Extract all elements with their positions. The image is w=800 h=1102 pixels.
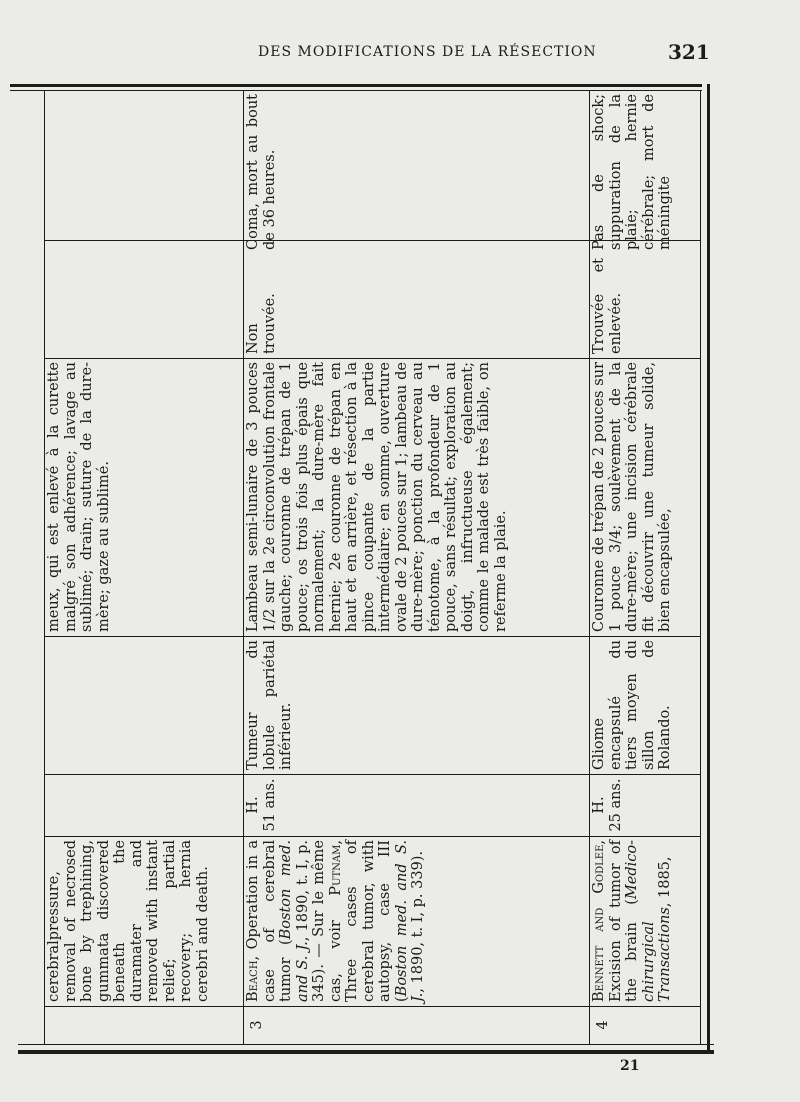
operation-cell: Couronne de trépan de 2 pouces sur 1 pouce 3/4; soulèvement de la dure-mère; une incision cérébrale fit découvrir une tumeur solide, bien encapsulée, (591, 362, 673, 632)
author-name: Putnam, (327, 840, 344, 896)
signature-mark: 21 (620, 1058, 640, 1074)
reference-text: , 1890, t. I, p. 345). — Sur le même cas, voir (294, 840, 344, 1002)
outcome-cell (44, 90, 48, 254)
table-right-rule (707, 84, 710, 1054)
case-number: 4 (595, 1020, 611, 1030)
sex: H. (245, 796, 261, 814)
tumor-found-cell (44, 254, 48, 358)
reference-text: Excision of tumor of the brain ( (607, 840, 640, 1002)
reference-text: Operation in a case of cerebral tumor ( (245, 840, 294, 1002)
tumor-found-cell: Non trouvée. (245, 293, 278, 354)
reference-text: Three cases of cerebral tumor, with autopsy, case III ( (344, 840, 410, 1002)
page-number: 321 (668, 40, 710, 64)
author-name: Bennett and Godlee, (591, 840, 607, 1002)
table-row (44, 90, 243, 1044)
journal-name: Boston med. and S. J. (278, 840, 311, 1002)
reference-text: , 1890, t. I, p. 339). (410, 850, 426, 993)
table-right-rule-thin (700, 90, 701, 1045)
reference-cell: cerebralpressure, removal of necrosed bone by trephining, gummata discovered beneath the duramater and removed with instant relief; partial recovery; hernia cerebri and death. (46, 840, 211, 1002)
reference-cell (589, 836, 676, 1006)
reference-text: , 1885, (657, 856, 673, 908)
diagnosis-cell: Gliome encapsulé du tiers moyen du sillon de Rolando. (591, 640, 673, 770)
sex-age-cell (44, 774, 48, 836)
sex-age-cell (243, 774, 280, 836)
running-title: DES MODIFICATIONS DE LA RÉSECTION (258, 44, 597, 60)
outcome-cell: Pas de shock; suppuration de la plaie; hernie cérébrale; mort de méningite (591, 94, 673, 250)
table-row (589, 90, 700, 1044)
table-top-rule (10, 84, 702, 87)
operation-cell: Lambeau semi-lunaire de 3 pouces 1/2 sur la 2e circonvolution frontale gauche; couronne de trépan de 1 pouce; os trois fois plus épais que normalement; la dure-mère fait hernie; 2e couronne de trépan en haut et en arrière, et résection à la pince coupante de la partie intermédiaire; en somme, ouverture ovale de 2 pouces sur 1; lambeau de dure-mère; ponction du cerveau au ténotome, à la profondeur de 1 pouce, sans résultat; exploration au doigt, infructueuse également; comme le malade est très faible, on referme la plaie. (245, 362, 509, 632)
journal-name: Boston med. and S. J. (393, 840, 426, 1002)
table-bottom-rule (18, 1050, 714, 1054)
author-name: Beach, (245, 955, 261, 1002)
tumor-found-cell: Trouvée et enlevée. (591, 258, 624, 354)
sex: H. (591, 796, 607, 814)
case-number (44, 1006, 52, 1044)
diagnosis-cell (44, 636, 48, 774)
table-bottom-rule-thin (18, 1044, 714, 1045)
age: 51 ans. (261, 778, 278, 832)
rotated-case-table (44, 90, 700, 1044)
journal-name: Medico-chirurgical Transactions (624, 840, 673, 1002)
diagnosis-cell: Tumeur du lobule pariétal inférieur. (245, 640, 294, 770)
outcome-cell: Coma, mort au bout de 36 heures. (245, 94, 278, 250)
operation-cell: meux, qui est enlevé à la curette malgré son adhérence; lavage au sublimé; drain; suture de la dure-mère; gaze au sublimé. (46, 362, 112, 632)
age: 25 ans. (607, 778, 624, 832)
sex-age-cell (589, 774, 626, 836)
case-number: 3 (249, 1020, 265, 1030)
reference-cell (243, 836, 429, 1006)
table-row (243, 90, 589, 1044)
